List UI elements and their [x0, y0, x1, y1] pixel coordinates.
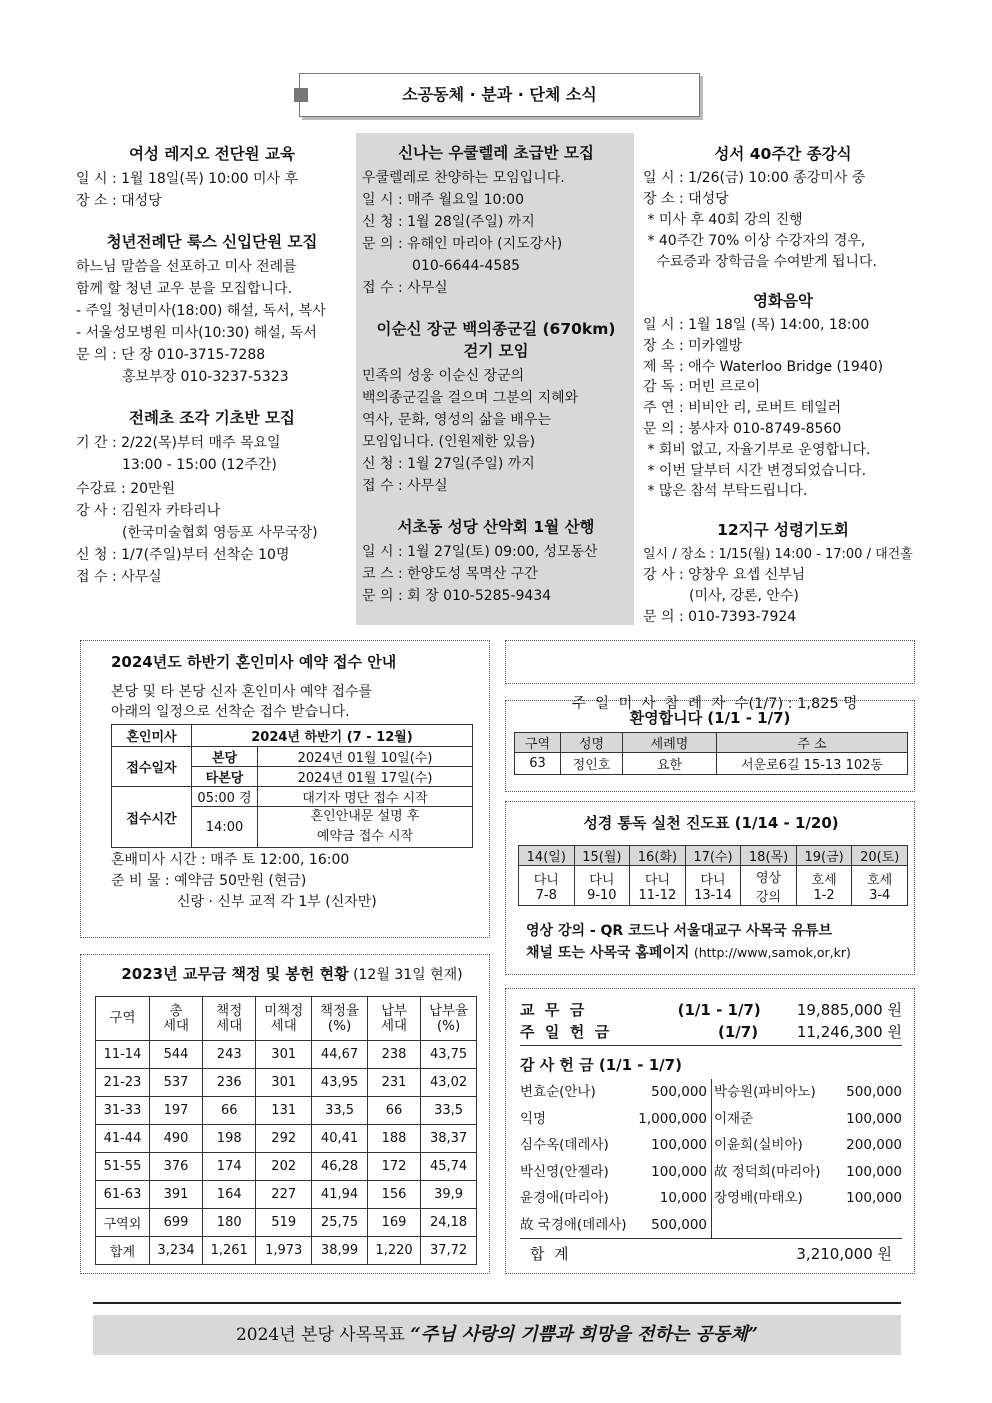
donor-amount: 100,000 — [651, 1163, 707, 1180]
text-line: 혼배미사 시간 : 매주 토 12:00, 16:00 — [111, 852, 350, 868]
text-line: 홍보부장 010-3237-5323 — [122, 369, 289, 385]
table-header: 17(수) — [685, 846, 741, 866]
text-line: 주 연 : 비비안 리, 로버트 테일러 — [643, 400, 842, 417]
text-line: * 미사 후 40회 강의 진행 — [643, 212, 803, 228]
table-cell: 301 — [256, 1041, 312, 1069]
table-cell: 164 — [203, 1181, 256, 1209]
donor-amount: 100,000 — [846, 1110, 902, 1127]
donor-row — [714, 1106, 902, 1133]
dues-summary-row — [520, 999, 902, 1021]
text-line: 일 시 : 1월 27일(토) 09:00, 성모동산 — [362, 544, 598, 560]
table-cell: 238 — [367, 1041, 420, 1069]
donor-name: 익명 — [520, 1110, 547, 1127]
cell-line: 다니 — [644, 872, 670, 888]
table-cell: 66 — [367, 1097, 420, 1125]
lux-title: 청년전례단 룩스 신입단원 모집 — [106, 233, 318, 251]
donor-name: 故 정덕희(마리아) — [714, 1163, 821, 1180]
wedding-title: 2024년도 하반기 혼인미사 예약 접수 안내 — [111, 653, 397, 671]
text-line: 코 스 : 한양도성 목멱산 구간 — [362, 566, 538, 582]
table-cell: 156 — [367, 1181, 420, 1209]
table-header: 책정율 (%) — [312, 997, 368, 1041]
table-cell: 172 — [367, 1153, 420, 1181]
table-cell: 1,973 — [256, 1237, 312, 1265]
text-line: 본당 및 타 본당 신자 혼인미사 예약 접수를 — [111, 684, 373, 700]
donor-row — [714, 1159, 902, 1186]
donor-row — [520, 1079, 707, 1106]
table-header: 16(화) — [630, 846, 686, 866]
legio-title: 여성 레지오 전단원 교육 — [129, 145, 295, 163]
total-label: 합 계 — [530, 1245, 569, 1263]
table-cell: 타본당 — [192, 767, 258, 787]
table-header: 19(금) — [796, 846, 852, 866]
donor-row — [520, 1185, 707, 1212]
table-cell — [630, 866, 686, 906]
table-cell: 236 — [203, 1069, 256, 1097]
wedding-box — [80, 640, 490, 938]
summary-label: 주 일 헌 금 — [520, 1023, 610, 1041]
donor-name: 박승원(파비아노) — [714, 1084, 816, 1100]
attendance-text: 주 일 미 사 참 례 자 수(1/7) : 1,825 명 — [571, 696, 858, 712]
table-cell: 25,75 — [312, 1209, 368, 1237]
table-cell: 66 — [203, 1097, 256, 1125]
wedding-table — [111, 724, 473, 848]
table-cell: 24,18 — [421, 1209, 477, 1237]
table-cell: 1,220 — [367, 1237, 420, 1265]
table-header: 납부 세대 — [367, 997, 420, 1041]
thanks-total-row — [520, 1238, 902, 1264]
footer-prefix: 2024년 본당 사목목표 — [235, 1325, 405, 1345]
text-line: 우쿨렐레로 찬양하는 모임입니다. — [362, 170, 565, 186]
text-line: 수강료 : 20만원 — [76, 481, 176, 497]
bible-note-2 — [518, 942, 904, 964]
table-cell — [258, 807, 473, 848]
cell-line: 호세 — [811, 872, 837, 888]
table-header: 18(목) — [741, 846, 797, 866]
table-cell: 본당 — [192, 747, 258, 767]
text-line: 강 사 : 김원자 카타리나 — [76, 503, 221, 519]
thanks-columns — [520, 1079, 902, 1238]
dues-subtitle: (12월 31일 현재) — [353, 967, 463, 983]
dues-table — [95, 996, 477, 1265]
text-line: 문 의 : 단 장 010-3715-7288 — [76, 347, 266, 363]
table-cell: 39,9 — [421, 1181, 477, 1209]
table-row — [96, 1237, 477, 1265]
dues-title: 2023년 교무금 책정 및 봉헌 현황 — [121, 965, 349, 983]
table-header: 납부율 (%) — [421, 997, 477, 1041]
table-row — [96, 1125, 477, 1153]
donor-name: 장영배(마태오) — [714, 1190, 803, 1206]
walk-title-1: 이순신 장군 백의종군길 (670km) — [376, 320, 616, 338]
table-cell: 38,99 — [312, 1237, 368, 1265]
cell-line: 강의 — [755, 889, 782, 905]
table-cell: 292 — [256, 1125, 312, 1153]
table-cell: 197 — [149, 1097, 202, 1125]
donor-name: 故 국경애(데레사) — [520, 1216, 627, 1233]
homepage-link[interactable]: (http://www,samok,or,kr) — [693, 945, 851, 960]
bible-table — [518, 845, 908, 906]
text-line: 역사, 문화, 영성의 삶을 배우는 — [362, 412, 551, 428]
table-cell: 44,67 — [312, 1041, 368, 1069]
donor-amount: 500,000 — [846, 1084, 902, 1100]
text-line: 제 목 : 애수 Waterloo Bridge (1940) — [643, 358, 884, 375]
summary-period: (1/1 - 1/7) — [677, 1001, 761, 1019]
dues-heading — [95, 963, 489, 984]
table-cell: 11-14 — [96, 1041, 150, 1069]
donor-amount: 200,000 — [846, 1137, 902, 1153]
text-line: 신 청 : 1월 28일(주일) 까지 — [362, 214, 535, 230]
square-icon — [294, 88, 308, 102]
donor-name: 윤경애(마리아) — [520, 1190, 609, 1206]
text-line: * 이번 달부터 시간 변경되었습니다. — [643, 462, 867, 479]
table-cell: 41,94 — [312, 1181, 368, 1209]
table-cell: 대기자 명단 접수 시작 — [258, 787, 473, 807]
text-line: 감 독 : 머빈 르로이 — [643, 379, 761, 396]
table-cell: 2024년 01월 10일(수) — [258, 747, 473, 767]
text-line: * 회비 없고, 자율기부로 운영합니다. — [643, 441, 871, 458]
thanks-left-column — [520, 1079, 712, 1238]
cell-line: 다니 — [533, 872, 559, 888]
table-header: 책정 세대 — [203, 997, 256, 1041]
text-line: 함께 할 청년 교우 분을 모집합니다. — [76, 281, 293, 297]
footer-bar — [93, 1315, 901, 1355]
table-cell: 544 — [149, 1041, 202, 1069]
candle-class-title: 전례초 조각 기초반 모집 — [129, 409, 295, 427]
text-line: 접 수 : 사무실 — [76, 569, 162, 585]
text-line: 장 소 : 미카엘방 — [643, 337, 743, 354]
table-cell: 접수일자 — [112, 747, 192, 787]
text-line: 일 시 : 매주 월요일 10:00 — [362, 192, 524, 208]
text-line: 문 의 : 회 장 010-5285-9434 — [362, 588, 552, 604]
table-cell — [796, 866, 852, 906]
table-cell: 2024년 01월 17일(수) — [258, 767, 473, 787]
cell-line: 9-10 — [587, 887, 617, 903]
table-cell: 180 — [203, 1209, 256, 1237]
donor-amount: 100,000 — [846, 1163, 902, 1180]
table-header: 미책정 세대 — [256, 997, 312, 1041]
table-cell: 699 — [149, 1209, 202, 1237]
table-header: 구역 — [96, 997, 150, 1041]
footer-slogan: “주님 사랑의 기쁨과 희망을 전하는 공동체” — [410, 1324, 759, 1345]
text-line: 문 의 : 유해인 마리아 (지도강사) — [362, 236, 563, 252]
table-cell: 33,5 — [421, 1097, 477, 1125]
bible-box — [505, 801, 915, 975]
donor-amount: 10,000 — [659, 1190, 707, 1206]
welcome-title: 환영합니다 (1/1 - 1/7) — [629, 709, 791, 727]
text-line: 하느님 말씀을 선포하고 미사 전례를 — [76, 259, 297, 275]
table-cell — [741, 866, 797, 906]
table-row — [96, 1153, 477, 1181]
donor-row — [714, 1185, 902, 1212]
cell-line: 예약금 접수 시작 — [316, 829, 414, 844]
table-cell: 51-55 — [96, 1153, 150, 1181]
text-line: 신랑 · 신부 교적 각 1부 (신자만) — [177, 894, 377, 910]
text-line: - 서울성모병원 미사(10:30) 해설, 독서 — [76, 325, 317, 341]
donor-amount: 500,000 — [651, 1216, 707, 1233]
table-row — [96, 1181, 477, 1209]
text-line: 준 비 물 : 예약금 50만원 (현금) — [111, 873, 307, 889]
bible-course-title: 성서 40주간 종강식 — [714, 145, 852, 163]
dues-box — [80, 954, 490, 1274]
table-cell: 169 — [367, 1209, 420, 1237]
offering-summary-row — [520, 1021, 902, 1046]
table-cell: 정인호 — [561, 753, 623, 775]
summary-value: 11,246,300 원 — [796, 1023, 902, 1041]
text-line: 아래의 일정으로 선착순 접수 받습니다. — [111, 704, 350, 720]
table-cell: 188 — [367, 1125, 420, 1153]
text-line: * 많은 참석 부탁드립니다. — [643, 483, 808, 500]
film-music-title: 영화음악 — [753, 292, 813, 310]
text-line: 일 시 : 1월 18일(목) 10:00 미사 후 — [76, 171, 299, 187]
text-line: 13:00 - 15:00 (12주간) — [122, 457, 277, 473]
table-cell — [574, 866, 630, 906]
text-line: 010-6644-4585 — [412, 258, 521, 274]
table-cell: 31-33 — [96, 1097, 150, 1125]
table-cell: 131 — [256, 1097, 312, 1125]
table-cell: 3,234 — [149, 1237, 202, 1265]
table-header: 세례명 — [623, 733, 717, 753]
text-line: (미사, 강론, 안수) — [689, 588, 799, 605]
donor-row — [520, 1132, 707, 1159]
cell-line: 3-4 — [869, 887, 891, 903]
cell-line: 혼인안내문 설명 후 — [310, 809, 420, 824]
column-left — [76, 142, 348, 588]
summary-label: 교 무 금 — [520, 1001, 585, 1019]
donor-name: 이윤희(실비아) — [714, 1137, 803, 1153]
text-line: 모임입니다. (인원제한 있음) — [362, 434, 536, 450]
bible-note: 영상 강의 - QR 코드나 서울대교구 사목국 유튜브 — [526, 923, 833, 939]
prayer-meeting-title: 12지구 성령기도회 — [717, 521, 849, 540]
table-cell: 63 — [515, 753, 561, 775]
table-cell: 45,74 — [421, 1153, 477, 1181]
donor-row — [520, 1106, 707, 1133]
table-cell: 합계 — [96, 1237, 150, 1265]
text-line: 일시 / 장소 : 1/15(월) 14:00 - 17:00 / 대건홀 — [643, 547, 913, 563]
table-cell: 490 — [149, 1125, 202, 1153]
table-cell: 43,75 — [421, 1041, 477, 1069]
text-line: 신 청 : 1/7(주일)부터 선착순 10명 — [76, 547, 290, 563]
thanks-right-column — [712, 1079, 902, 1238]
table-cell: 40,41 — [312, 1125, 368, 1153]
text-line: 접 수 : 사무실 — [362, 280, 448, 296]
text-line: (한국미술협회 영등포 사무국장) — [122, 525, 318, 541]
text-line: 장 소 : 대성당 — [76, 193, 162, 209]
donor-row — [714, 1079, 902, 1106]
table-cell: 243 — [203, 1041, 256, 1069]
donor-amount: 500,000 — [651, 1084, 707, 1100]
table-cell: 61-63 — [96, 1181, 150, 1209]
ukulele-title: 신나는 우쿨렐레 초급반 모집 — [398, 144, 594, 162]
text-line: 문 의 : 봉사자 010-8749-8560 — [643, 420, 842, 437]
table-header: 2024년 하반기 (7 - 12월) — [192, 725, 473, 747]
table-cell: 43,95 — [312, 1069, 368, 1097]
table-cell: 41-44 — [96, 1125, 150, 1153]
table-cell: 174 — [203, 1153, 256, 1181]
table-cell: 14:00 — [192, 807, 258, 848]
table-cell: 519 — [256, 1209, 312, 1237]
table-row — [96, 1069, 477, 1097]
bible-title: 성경 통독 실천 진도표 (1/14 - 1/20) — [583, 814, 839, 832]
table-header: 총 세대 — [149, 997, 202, 1041]
section-title-box — [299, 73, 700, 117]
table-cell: 202 — [256, 1153, 312, 1181]
summary-value: 19,885,000 원 — [796, 1001, 902, 1019]
cell-line: 다니 — [589, 872, 615, 888]
table-cell: 198 — [203, 1125, 256, 1153]
attendance-box — [505, 640, 915, 712]
cell-line: 11-12 — [638, 887, 677, 903]
table-cell — [519, 866, 575, 906]
donor-name: 변효순(안나) — [520, 1084, 596, 1100]
cell-line: 호세 — [867, 872, 893, 888]
cell-line: 1-2 — [813, 887, 835, 903]
donor-name: 이재준 — [714, 1110, 754, 1127]
table-header: 20(토) — [852, 846, 908, 866]
table-cell: 301 — [256, 1069, 312, 1097]
bible-note-text: 채널 또는 사목국 홈페이지 — [526, 945, 690, 961]
cell-line: 13-14 — [694, 887, 732, 903]
table-cell: 227 — [256, 1181, 312, 1209]
table-header: 주 소 — [717, 733, 908, 753]
text-line: 수료증과 장학금을 수여받게 됩니다. — [643, 254, 878, 270]
table-cell: 231 — [367, 1069, 420, 1097]
welcome-box — [505, 700, 915, 792]
donor-amount: 100,000 — [846, 1190, 902, 1206]
table-cell: 21-23 — [96, 1069, 150, 1097]
table-header: 성명 — [561, 733, 623, 753]
donor-row — [520, 1159, 707, 1186]
text-line: 접 수 : 사무실 — [362, 478, 448, 494]
text-line: 민족의 성웅 이순신 장군의 — [362, 368, 525, 384]
walk-title-2: 걷기 모임 — [463, 342, 529, 360]
column-right — [643, 142, 923, 628]
text-line: 기 간 : 2/22(목)부터 매주 목요일 — [76, 435, 281, 451]
table-cell: 46,28 — [312, 1153, 368, 1181]
section-title: 소공동체 · 분과 · 단체 소식 — [402, 85, 597, 104]
hiking-title: 서초동 성당 산악회 1월 산행 — [397, 518, 595, 536]
table-cell: 38,37 — [421, 1125, 477, 1153]
table-cell: 요한 — [623, 753, 717, 775]
column-middle — [356, 133, 634, 625]
table-cell: 376 — [149, 1153, 202, 1181]
cell-line: 다니 — [700, 872, 726, 888]
table-cell: 구역외 — [96, 1209, 150, 1237]
table-cell: 1,261 — [203, 1237, 256, 1265]
cell-line: 7-8 — [535, 887, 557, 903]
text-line: 문 의 : 010-7393-7924 — [643, 609, 797, 626]
table-cell: 접수시간 — [112, 787, 192, 848]
text-line: 일 시 : 1월 18일 (목) 14:00, 18:00 — [643, 317, 870, 333]
table-header: 14(일) — [519, 846, 575, 866]
welcome-table — [514, 732, 908, 775]
table-cell: 서운로6길 15-13 102동 — [717, 753, 908, 775]
donor-name: 박신영(안젤라) — [520, 1163, 609, 1180]
table-header: 15(월) — [574, 846, 630, 866]
footer-divider — [93, 1302, 901, 1304]
text-line: 강 사 : 양창우 요셉 신부님 — [643, 567, 806, 584]
total-value: 3,210,000 원 — [796, 1245, 892, 1263]
text-line: 백의종군길을 걸으며 그분의 지혜와 — [362, 390, 579, 406]
donor-row — [714, 1132, 902, 1159]
text-line: - 주일 청년미사(18:00) 해설, 독서, 복사 — [76, 303, 326, 319]
donor-row — [520, 1212, 707, 1239]
summary-period: (1/7) — [718, 1023, 759, 1041]
donor-name: 심수옥(데레사) — [520, 1137, 609, 1153]
cell-line: 영상 — [755, 870, 782, 886]
thanks-title: 감 사 헌 금 (1/1 - 1/7) — [520, 1056, 682, 1074]
table-cell: 537 — [149, 1069, 202, 1097]
table-cell: 37,72 — [421, 1237, 477, 1265]
text-line: 신 청 : 1월 27일(주일) 까지 — [362, 456, 535, 472]
table-cell — [852, 866, 908, 906]
finance-box — [505, 988, 915, 1274]
text-line: 일 시 : 1/26(금) 10:00 종강미사 중 — [643, 170, 866, 186]
table-cell — [685, 866, 741, 906]
table-row — [96, 1209, 477, 1237]
table-cell: 05:00 경 — [192, 787, 258, 807]
table-cell: 391 — [149, 1181, 202, 1209]
table-header: 구역 — [515, 733, 561, 753]
table-header: 혼인미사 — [112, 725, 192, 747]
text-line: * 40주간 70% 이상 수강자의 경우, — [643, 233, 866, 249]
text-line: 장 소 : 대성당 — [643, 191, 729, 207]
donor-amount: 100,000 — [651, 1137, 707, 1153]
table-cell: 33,5 — [312, 1097, 368, 1125]
table-cell: 43,02 — [421, 1069, 477, 1097]
table-row — [96, 1041, 477, 1069]
donor-amount: 1,000,000 — [638, 1110, 707, 1127]
table-row — [96, 1097, 477, 1125]
